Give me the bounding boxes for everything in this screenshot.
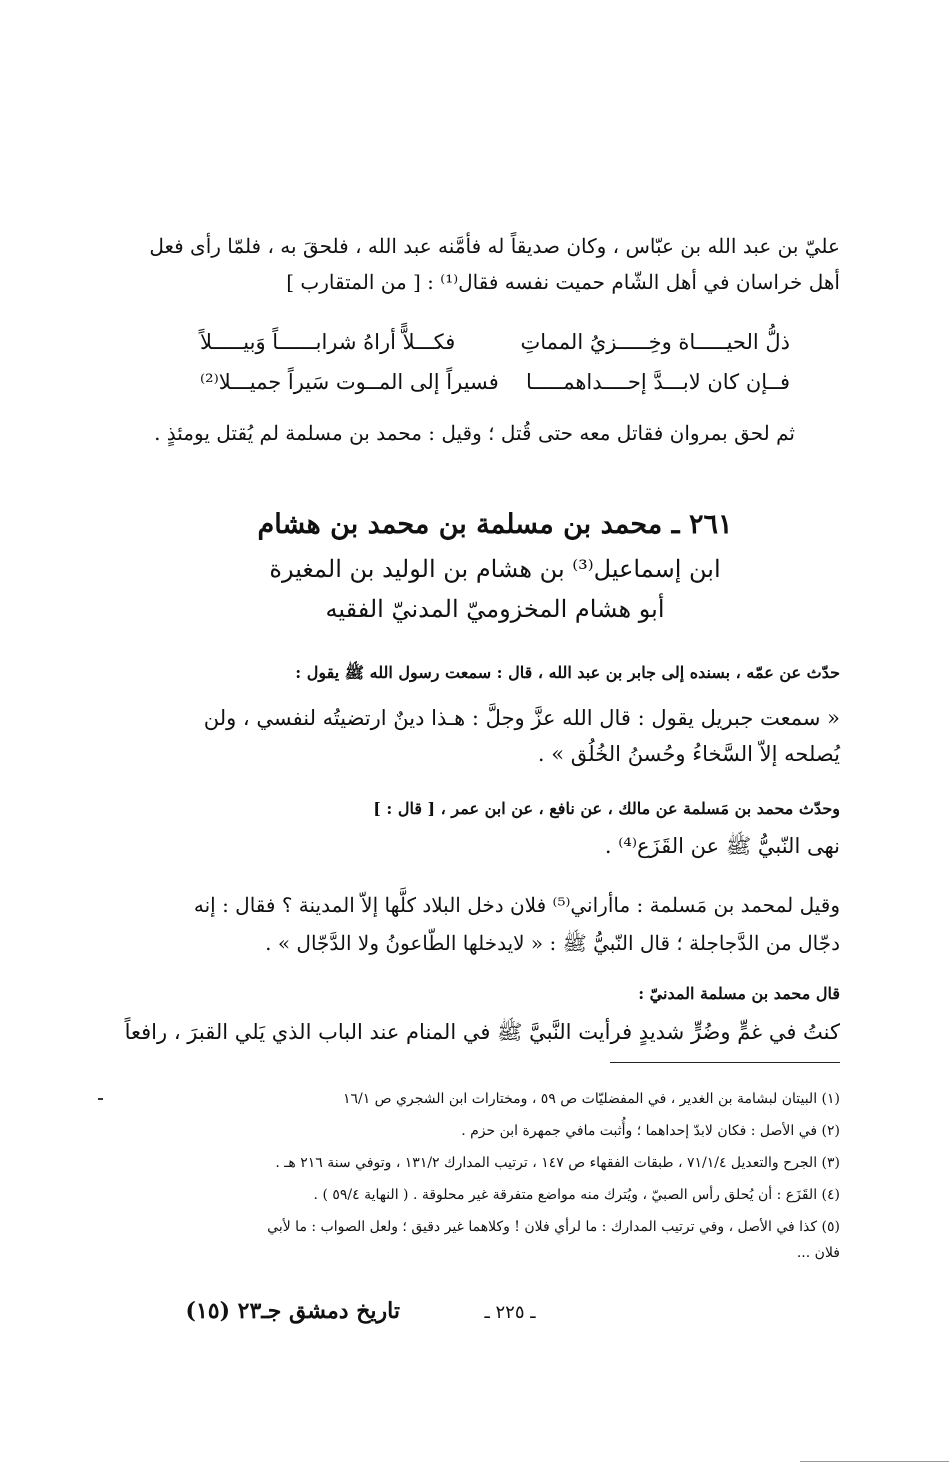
isnad-1: حدّث عن عمّه ، بسنده إلى جابر بن عبد الله ، قال : سمعت رسول الله ﷺ يقول :	[295, 663, 840, 682]
footnote-1: (١) البيتان لبشامة بن الغدير ، في المفضليّات ص ٥٩ ، ومختارات ابن الشجري ص ١٦/١	[342, 1091, 840, 1107]
page-number: ـ ٢٢٥ ـ	[484, 1302, 536, 1323]
poem-verse-1	[200, 322, 790, 362]
opening-line-2: أهل خراسان في أهل الشّام حميت نفسه فقال⁽¹⁾ : [ من المتقارب ]	[286, 270, 840, 294]
poem-verse-1-second-hemistich: فكـــلاًّ أراهُ شرابــــــاً وَبيـــــلاً	[200, 330, 456, 354]
paragraph-dajjal-line-2: دجّال من الدَّجاجلة ؛ قال النّبيُّ ﷺ : « لايدخلها الطّاعونُ ولا الدَّجّال » .	[265, 931, 840, 955]
poem-verse-1-first-hemistich: ذلُّ الحيـــــاة وخِـــــزيُ المماتِ	[520, 330, 790, 354]
entry-subtitle-kunya: أبو هشام المخزوميّ المدنيّ الفقيه	[325, 595, 665, 623]
poem-verse-2	[200, 362, 790, 402]
footnote-divider	[610, 1062, 840, 1063]
opening-paragraph	[150, 228, 840, 300]
margin-mark	[98, 1098, 103, 1100]
paragraph-dajjal-line-1: وقيل لمحمد بن مَسلمة : ماأراني⁽⁵⁾ فلان دخل البلاد كلَّها إلاّ المدينة ؟ فقال : إنه	[193, 893, 840, 917]
footnote-4: (٤) القَزَع : أن يُحلق رأس الصبيّ ، ويُترك منه مواضع متفرقة غير محلوقة . ( النهاية ٥٩/٤ ) .	[313, 1187, 840, 1203]
poem	[200, 322, 790, 402]
footnote-2: (٢) في الأصل : فكان لابدّ إحداهما ؛ وأُثبت مافي جمهرة ابن حزم .	[461, 1123, 840, 1139]
poem-verse-2-second-hemistich: فسيراً إلى المــوت سَيراً جميـــلا⁽²⁾	[200, 370, 499, 394]
after-poem-text: ثم لحق بمروان فقاتل معه حتى قُتل ؛ وقيل : محمد بن مسلمة لم يُقتل يومئذٍ .	[154, 421, 795, 445]
paragraph-dream: كنتُ في غمٍّ وضُرٍّ شديدٍ فرأيت النَّبيَّ ﷺ في المنام عند الباب الذي يَلي القبرَ ، رافعاً	[124, 1020, 840, 1044]
scan-edge-line	[800, 1461, 949, 1462]
entry-subtitle-lineage: ابن إسماعيل⁽³⁾ بن هشام بن الوليد بن المغيرة	[269, 555, 721, 583]
hadith-1-line-1: « سمعت جبريل يقول : قال الله عزَّ وجلَّ : هـذا دينٌ ارتضيتُه لنفسي ، ولن	[203, 706, 840, 730]
footnote-5: (٥) كذا في الأصل ، وفي ترتيب المدارك : ما لرأي فلان ! وكلاهما غير دقيق ؛ ولعل الصواب : ما لأبي	[267, 1219, 840, 1235]
footnote-3: (٣) الجرح والتعديل ٧١/١/٤ ، طبقات الفقهاء ص ١٤٧ ، ترتيب المدارك ١٣١/٢ ، وتوفي سنة ٢١٦ هـ .	[275, 1155, 840, 1171]
entry-title: ٢٦١ ـ محمد بن مسلمة بن محمد بن هشام	[257, 509, 733, 540]
opening-line-1: عليّ بن عبد الله بن عبّاس ، وكان صديقاً له فأمَّنه عبد الله ، فلحقَ به ، فلمّا رأى فعل	[149, 234, 840, 258]
paragraph-dajjal	[150, 886, 840, 962]
isnad-3: قال محمد بن مسلمة المدنيّ :	[638, 984, 840, 1003]
running-footer-title: تاريخ دمشق جـ٢٣ (١٥)	[185, 1298, 400, 1324]
hadith-1-line-2: يُصلحه إلاّ السَّخاءُ وحُسنُ الخُلُق » .	[537, 742, 840, 766]
isnad-2: وحدّث محمد بن مَسلمة عن مالك ، عن نافع ، عن ابن عمر ، [ قال : ]	[373, 799, 840, 818]
poem-verse-2-first-hemistich: فــإن كان لابـــدَّ إحــــداهمـــــا	[526, 370, 790, 394]
hadith-1	[150, 700, 840, 772]
footnote-5-continuation: فلان ...	[796, 1245, 840, 1261]
hadith-2: نهى النّبيُّ ﷺ عن القَزَع⁽⁴⁾ .	[604, 834, 840, 858]
